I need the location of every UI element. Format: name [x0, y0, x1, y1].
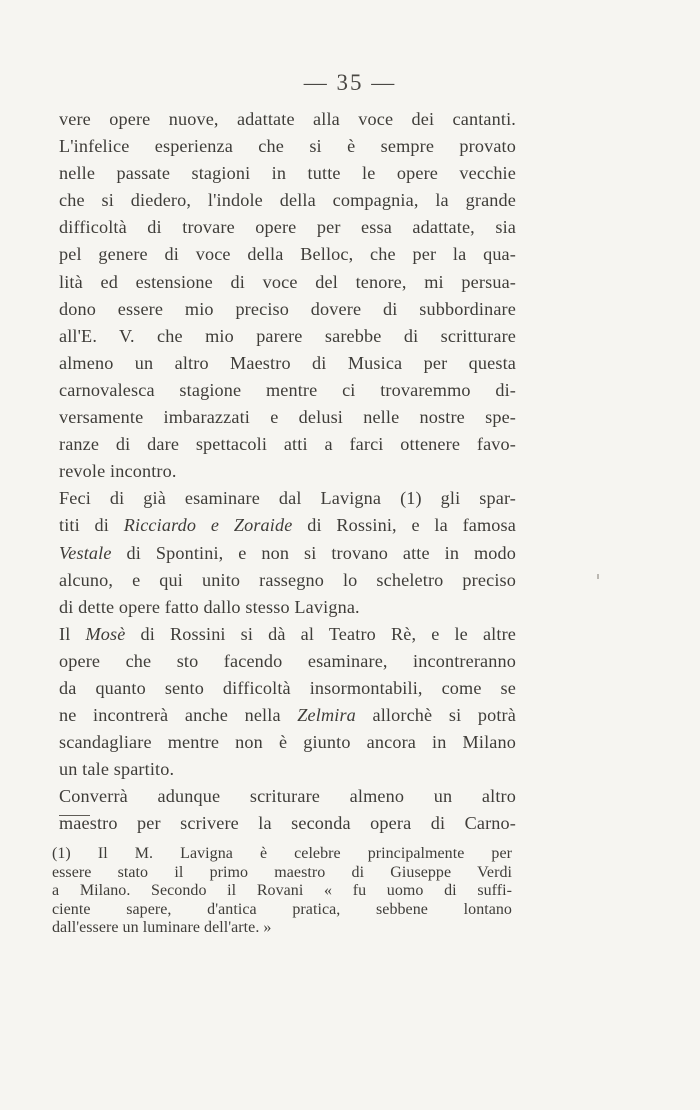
- main-text-line: revole incontro.: [59, 461, 177, 482]
- footnote-line: (1) Il M. Lavigna è celebre principalmente per: [52, 845, 512, 862]
- main-text-line: difficoltà di trovare opere per essa adattate, sia: [59, 217, 516, 238]
- main-text-line: versamente imbarazzati e delusi nelle nostre spe-: [59, 407, 516, 428]
- main-text-line: alcuno, e qui unito rassegno lo scheletro preciso: [59, 569, 516, 590]
- main-text-line: scandagliare mentre non è giunto ancora in Milano: [59, 732, 516, 753]
- main-text-text-fragment: ne incontrerà anche nella: [59, 705, 298, 726]
- main-text-line: lità ed estensione di voce del tenore, mi persua-: [59, 271, 516, 292]
- main-text-text-fragment: Vestale: [59, 542, 112, 563]
- main-text-line: che si diedero, l'indole della compagnia, la grande: [59, 190, 516, 211]
- footnote-block: [52, 845, 512, 938]
- main-text-line: almeno un altro Maestro di Musica per questa: [59, 352, 516, 373]
- main-text-text-fragment: Zelmira: [297, 705, 356, 726]
- main-text-line: Converrà adunque scriturare almeno un altro: [59, 786, 516, 807]
- main-text-line: [59, 512, 516, 539]
- page-speck: [597, 574, 599, 579]
- main-text-text-fragment: Il: [59, 623, 86, 644]
- main-text-line: [59, 540, 516, 567]
- main-text-text-fragment: Mosè: [85, 623, 126, 644]
- main-text-line: [59, 621, 516, 648]
- main-text-text-fragment: Feci di già esaminare dal Lavigna (1) gli spar-: [59, 488, 516, 509]
- main-text-text-fragment: di Rossini, e la famosa: [292, 515, 517, 536]
- main-text-line: maestro per scrivere la seconda opera di Carno-: [59, 813, 516, 834]
- page-number: — 35 —: [303, 70, 397, 95]
- footnote-line: a Milano. Secondo il Rovani « fu uomo di suffi-: [52, 882, 512, 899]
- main-text-line: [59, 485, 516, 512]
- main-text-line: ranze di dare spettacoli atti a farci ottenere favo-: [59, 434, 516, 455]
- main-text-line: all'E. V. che mio parere sarebbe di scritturare: [59, 325, 516, 346]
- footnote-line: ciente sapere, d'antica pratica, sebbene lontano: [52, 900, 512, 918]
- main-text-line: [59, 702, 516, 729]
- main-text-text-fragment: di Rossini si dà al Teatro Rè, e le altre: [125, 623, 516, 644]
- main-text-line: di dette opere fatto dallo stesso Lavigna.: [59, 596, 360, 617]
- main-text-text-fragment: allorchè si potrà: [355, 705, 516, 726]
- main-text-line: opere che sto facendo esaminare, incontreranno: [59, 650, 516, 671]
- footnote-separator: [59, 815, 90, 816]
- main-text-line: nelle passate stagioni in tutte le opere vecchie: [59, 163, 516, 184]
- main-text-text-fragment: Ricciardo e Zoraide: [123, 515, 293, 536]
- main-text-text-fragment: titi di: [59, 515, 124, 536]
- main-text-line: pel genere di voce della Belloc, che per la qua-: [59, 244, 516, 265]
- main-text-line: da quanto sento difficoltà insormontabili, come se: [59, 677, 516, 698]
- main-text-line: dono essere mio preciso dovere di subbordinare: [59, 298, 516, 319]
- main-text-line: carnovalesca stagione mentre ci trovaremmo di-: [59, 379, 516, 400]
- main-text-block: [59, 106, 516, 838]
- footnote-line: dall'essere un luminare dell'arte. »: [52, 919, 272, 936]
- main-text-text-fragment: di Spontini, e non si trovano atte in modo: [111, 542, 516, 563]
- main-text-line: vere opere nuove, adattate alla voce dei cantanti.: [59, 109, 516, 129]
- footnote-line: essere stato il primo maestro di Giuseppe Verdi: [52, 863, 512, 881]
- main-text-line: un tale spartito.: [59, 759, 175, 780]
- main-text-line: L'infelice esperienza che si è sempre provato: [59, 136, 516, 157]
